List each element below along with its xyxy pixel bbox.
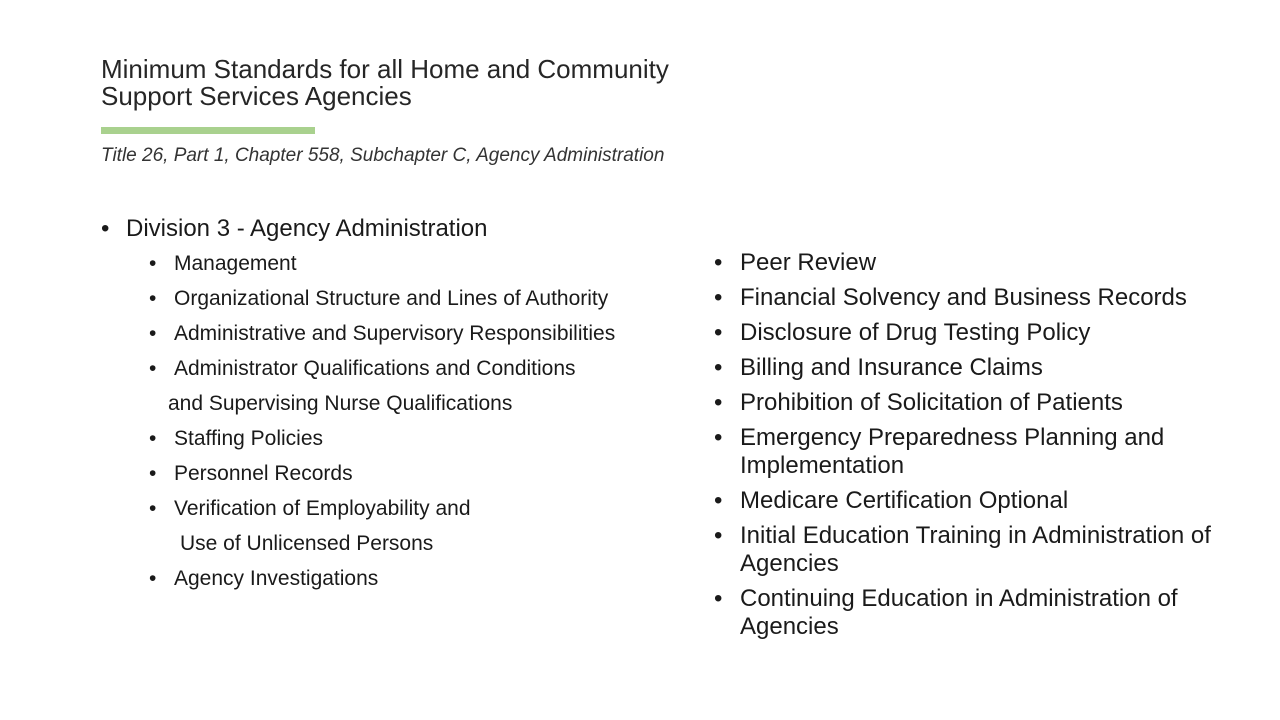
list-item bbox=[714, 249, 1214, 277]
bullet-icon: • bbox=[714, 487, 723, 514]
division-heading-item bbox=[101, 214, 661, 244]
bullet-icon: • bbox=[714, 249, 723, 276]
bullet-icon: • bbox=[149, 497, 157, 520]
bullet-icon: • bbox=[714, 284, 723, 311]
right-column-list bbox=[714, 249, 1214, 648]
list-item-text: Emergency Preparedness Planning and Implementation bbox=[740, 424, 1165, 479]
list-item-text: Administrative and Supervisory Responsibilities bbox=[174, 322, 616, 345]
list-item bbox=[149, 565, 644, 593]
slide-title-line-2: Support Services Agencies bbox=[101, 81, 412, 111]
bullet-icon: • bbox=[149, 427, 157, 450]
bullet-icon: • bbox=[714, 522, 723, 549]
list-item-text: Staffing Policies bbox=[174, 427, 324, 450]
bullet-icon: • bbox=[149, 287, 157, 310]
list-item-text: Agency Investigations bbox=[174, 567, 379, 590]
left-sub-list-2 bbox=[101, 425, 661, 523]
list-item bbox=[149, 460, 644, 488]
list-item-text: Peer Review bbox=[740, 249, 877, 276]
list-item-text: Verification of Employability and bbox=[174, 497, 471, 520]
list-item-text: Continuing Education in Administration of Agencies bbox=[740, 585, 1178, 640]
title-accent-bar bbox=[101, 127, 315, 134]
bullet-icon: • bbox=[149, 357, 157, 380]
slide-title-line-1: Minimum Standards for all Home and Community bbox=[101, 54, 669, 84]
list-item-text: Financial Solvency and Business Records bbox=[740, 284, 1187, 311]
bullet-icon: • bbox=[714, 389, 723, 416]
list-item bbox=[714, 585, 1214, 641]
division-heading: Division 3 - Agency Administration bbox=[126, 215, 488, 242]
list-item bbox=[714, 522, 1214, 578]
list-item-text: Billing and Insurance Claims bbox=[740, 354, 1043, 381]
bullet-icon: • bbox=[149, 567, 157, 590]
bullet-icon: • bbox=[714, 319, 723, 346]
bullet-icon: • bbox=[101, 215, 110, 242]
list-item bbox=[714, 354, 1214, 382]
bullet-icon: • bbox=[714, 585, 723, 612]
list-item-text: Initial Education Training in Administration of Agencies bbox=[740, 522, 1211, 577]
list-item-text: Administrator Qualifications and Conditions bbox=[174, 357, 576, 380]
slide-title bbox=[101, 56, 801, 110]
list-item bbox=[714, 487, 1214, 515]
list-item bbox=[714, 284, 1214, 312]
list-item-text: Medicare Certification Optional bbox=[740, 487, 1069, 514]
continuation-text: and Supervising Nurse Qualifications bbox=[168, 392, 513, 415]
slide-subtitle: Title 26, Part 1, Chapter 558, Subchapter C, Agency Administration bbox=[101, 145, 665, 166]
list-item bbox=[714, 319, 1214, 347]
bullet-icon: • bbox=[149, 252, 157, 275]
left-column bbox=[101, 214, 661, 600]
list-item bbox=[149, 320, 644, 348]
bullet-icon: • bbox=[149, 462, 157, 485]
list-item-text: Disclosure of Drug Testing Policy bbox=[740, 319, 1091, 346]
bullet-icon: • bbox=[714, 424, 723, 451]
list-item bbox=[714, 389, 1214, 417]
list-item-text: Organizational Structure and Lines of Authority bbox=[174, 287, 609, 310]
list-item bbox=[149, 355, 644, 383]
list-item-text: Personnel Records bbox=[174, 462, 353, 485]
continuation-text: Use of Unlicensed Persons bbox=[180, 532, 434, 555]
left-sub-list bbox=[101, 250, 661, 383]
bullet-icon: • bbox=[149, 322, 157, 345]
bullet-icon: • bbox=[714, 354, 723, 381]
list-item bbox=[149, 285, 644, 313]
list-item bbox=[149, 495, 644, 523]
list-item bbox=[149, 425, 644, 453]
left-sub-list-3 bbox=[101, 565, 661, 593]
list-item-text: Management bbox=[174, 252, 297, 275]
list-item bbox=[149, 250, 644, 278]
list-item bbox=[714, 424, 1214, 480]
list-item-text: Prohibition of Solicitation of Patients bbox=[740, 389, 1123, 416]
